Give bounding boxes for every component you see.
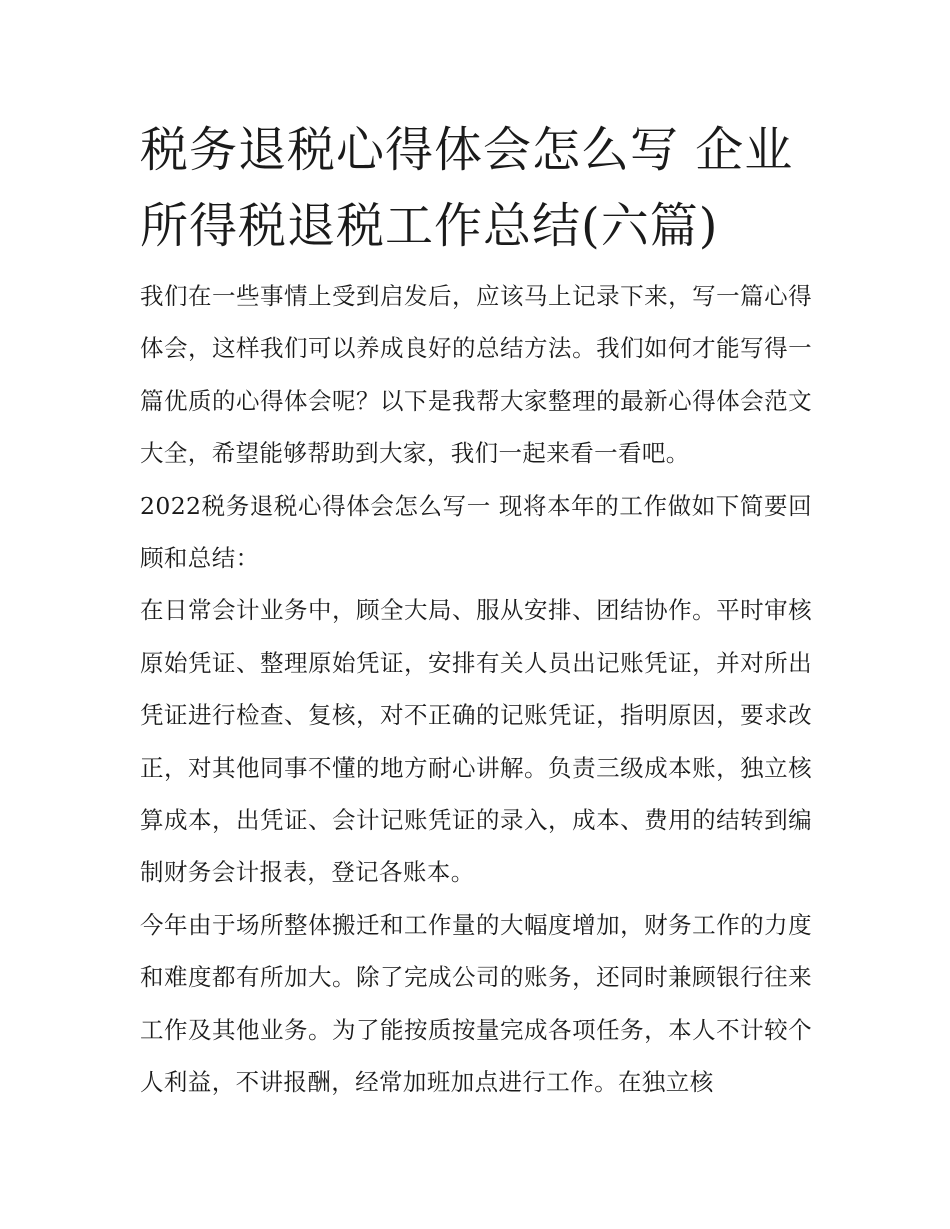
section-heading-paragraph: 2022税务退税心得体会怎么写一 现将本年的工作做如下简要回顾和总结： <box>140 491 812 573</box>
intro-paragraph: 我们在一些事情上受到启发后，应该马上记录下来，写一篇心得体会，这样我们可以养成良好的总结方法。我们如何才能写得一篇优质的心得体会呢？以下是我帮大家整理的最新心得体会范文大全，希望能够帮助到大家，我们一起来看一看吧。 <box>140 282 812 468</box>
document-body <box>140 112 812 1109</box>
body-paragraph: 在日常会计业务中，顾全大局、服从安排、团结协作。平时审核原始凭证、整理原始凭证，安排有关人员出记账凭证，并对所出凭证进行检查、复核，对不正确的记账凭证，指明原因，要求改正，对其他同事不懂的地方耐心讲解。负责三级成本账，独立核算成本，出凭证、会计记账凭证的录入，成本、费用的结转到编制财务会计报表，登记各账本。 <box>140 596 812 887</box>
body-paragraph: 今年由于场所整体搬迁和工作量的大幅度增加，财务工作的力度和难度都有所加大。除了完成公司的账务，还同时兼顾银行往来工作及其他业务。为了能按质按量完成各项任务，本人不计较个人利益，不讲报酬，经常加班加点进行工作。在独立核 <box>140 910 812 1097</box>
document-title: 税务退税心得体会怎么写 企业所得税退税工作总结(六篇) <box>140 122 794 254</box>
